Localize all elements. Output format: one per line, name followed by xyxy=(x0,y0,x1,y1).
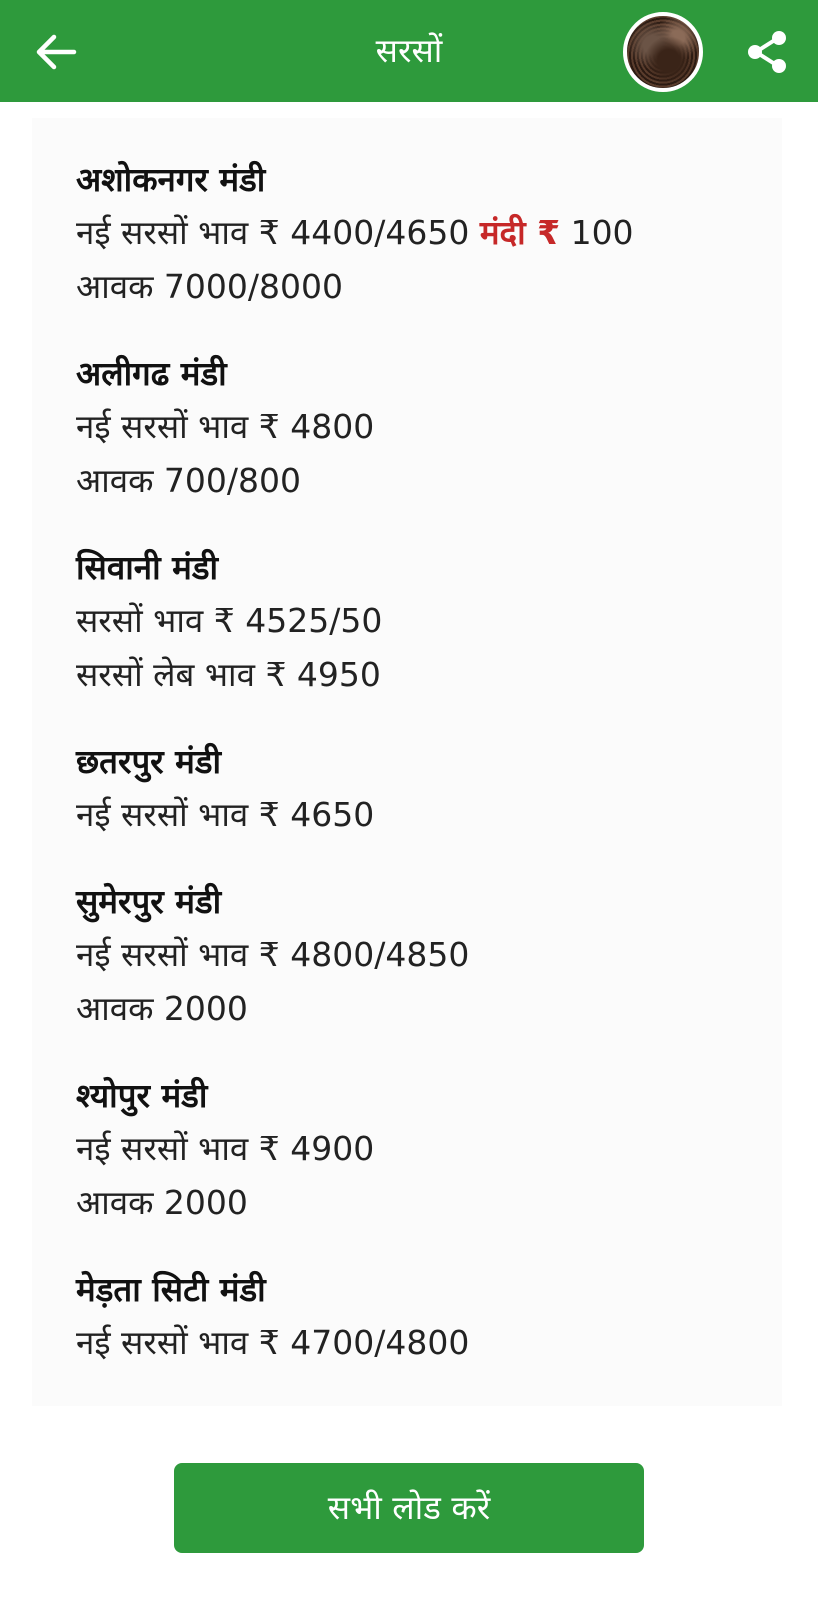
list-item xyxy=(76,542,762,702)
mandi-name: श्योपुर मंडी xyxy=(76,1076,208,1115)
mandi-list-card xyxy=(32,118,782,1406)
share-button[interactable] xyxy=(744,28,792,76)
mandi-arrival-line: आवक 2000 xyxy=(76,989,248,1028)
list-item xyxy=(76,1264,762,1370)
mandi-arrival-line: आवक 2000 xyxy=(76,1183,248,1222)
mandi-name: अशोकनगर मंडी xyxy=(76,160,266,199)
mandi-name: छतरपुर मंडी xyxy=(76,742,222,781)
mandi-lab-price-line: सरसों लेब भाव ₹ 4950 xyxy=(76,655,381,694)
mandi-name: अलीगढ मंडी xyxy=(76,354,227,393)
mandi-price-line: नई सरसों भाव ₹ 4700/4800 xyxy=(76,1323,470,1362)
list-item xyxy=(76,736,762,842)
mandi-price-line: नई सरसों भाव ₹ 4800/4850 xyxy=(76,935,470,974)
mandi-price-line: नई सरसों भाव ₹ 4900 xyxy=(76,1129,375,1168)
mandi-price-line xyxy=(76,206,762,260)
product-avatar-image[interactable] xyxy=(623,12,703,92)
mandi-price-line: नई सरसों भाव ₹ 4650 xyxy=(76,795,375,834)
mandi-decline-label: मंदी ₹ xyxy=(479,213,561,252)
mandi-name: मेड़ता सिटी मंडी xyxy=(76,1270,266,1309)
list-item xyxy=(76,348,762,508)
list-item xyxy=(76,1070,762,1230)
app-bar xyxy=(0,0,818,102)
list-item xyxy=(76,154,762,314)
mandi-name: सिवानी मंडी xyxy=(76,548,219,587)
mandi-name: सुमेरपुर मंडी xyxy=(76,882,222,921)
mandi-arrival-line: आवक 700/800 xyxy=(76,461,301,500)
list-item xyxy=(76,876,762,1036)
price-text: नई सरसों भाव ₹ 4400/4650 xyxy=(76,213,480,252)
decline-amount: 100 xyxy=(560,213,634,252)
mandi-price-line: नई सरसों भाव ₹ 4800 xyxy=(76,407,375,446)
share-icon xyxy=(744,28,792,76)
page-title: सरसों xyxy=(375,31,443,70)
mandi-arrival-line: आवक 7000/8000 xyxy=(76,267,343,306)
load-all-button[interactable]: सभी लोड करें xyxy=(174,1463,644,1553)
mandi-price-line: सरसों भाव ₹ 4525/50 xyxy=(76,601,383,640)
